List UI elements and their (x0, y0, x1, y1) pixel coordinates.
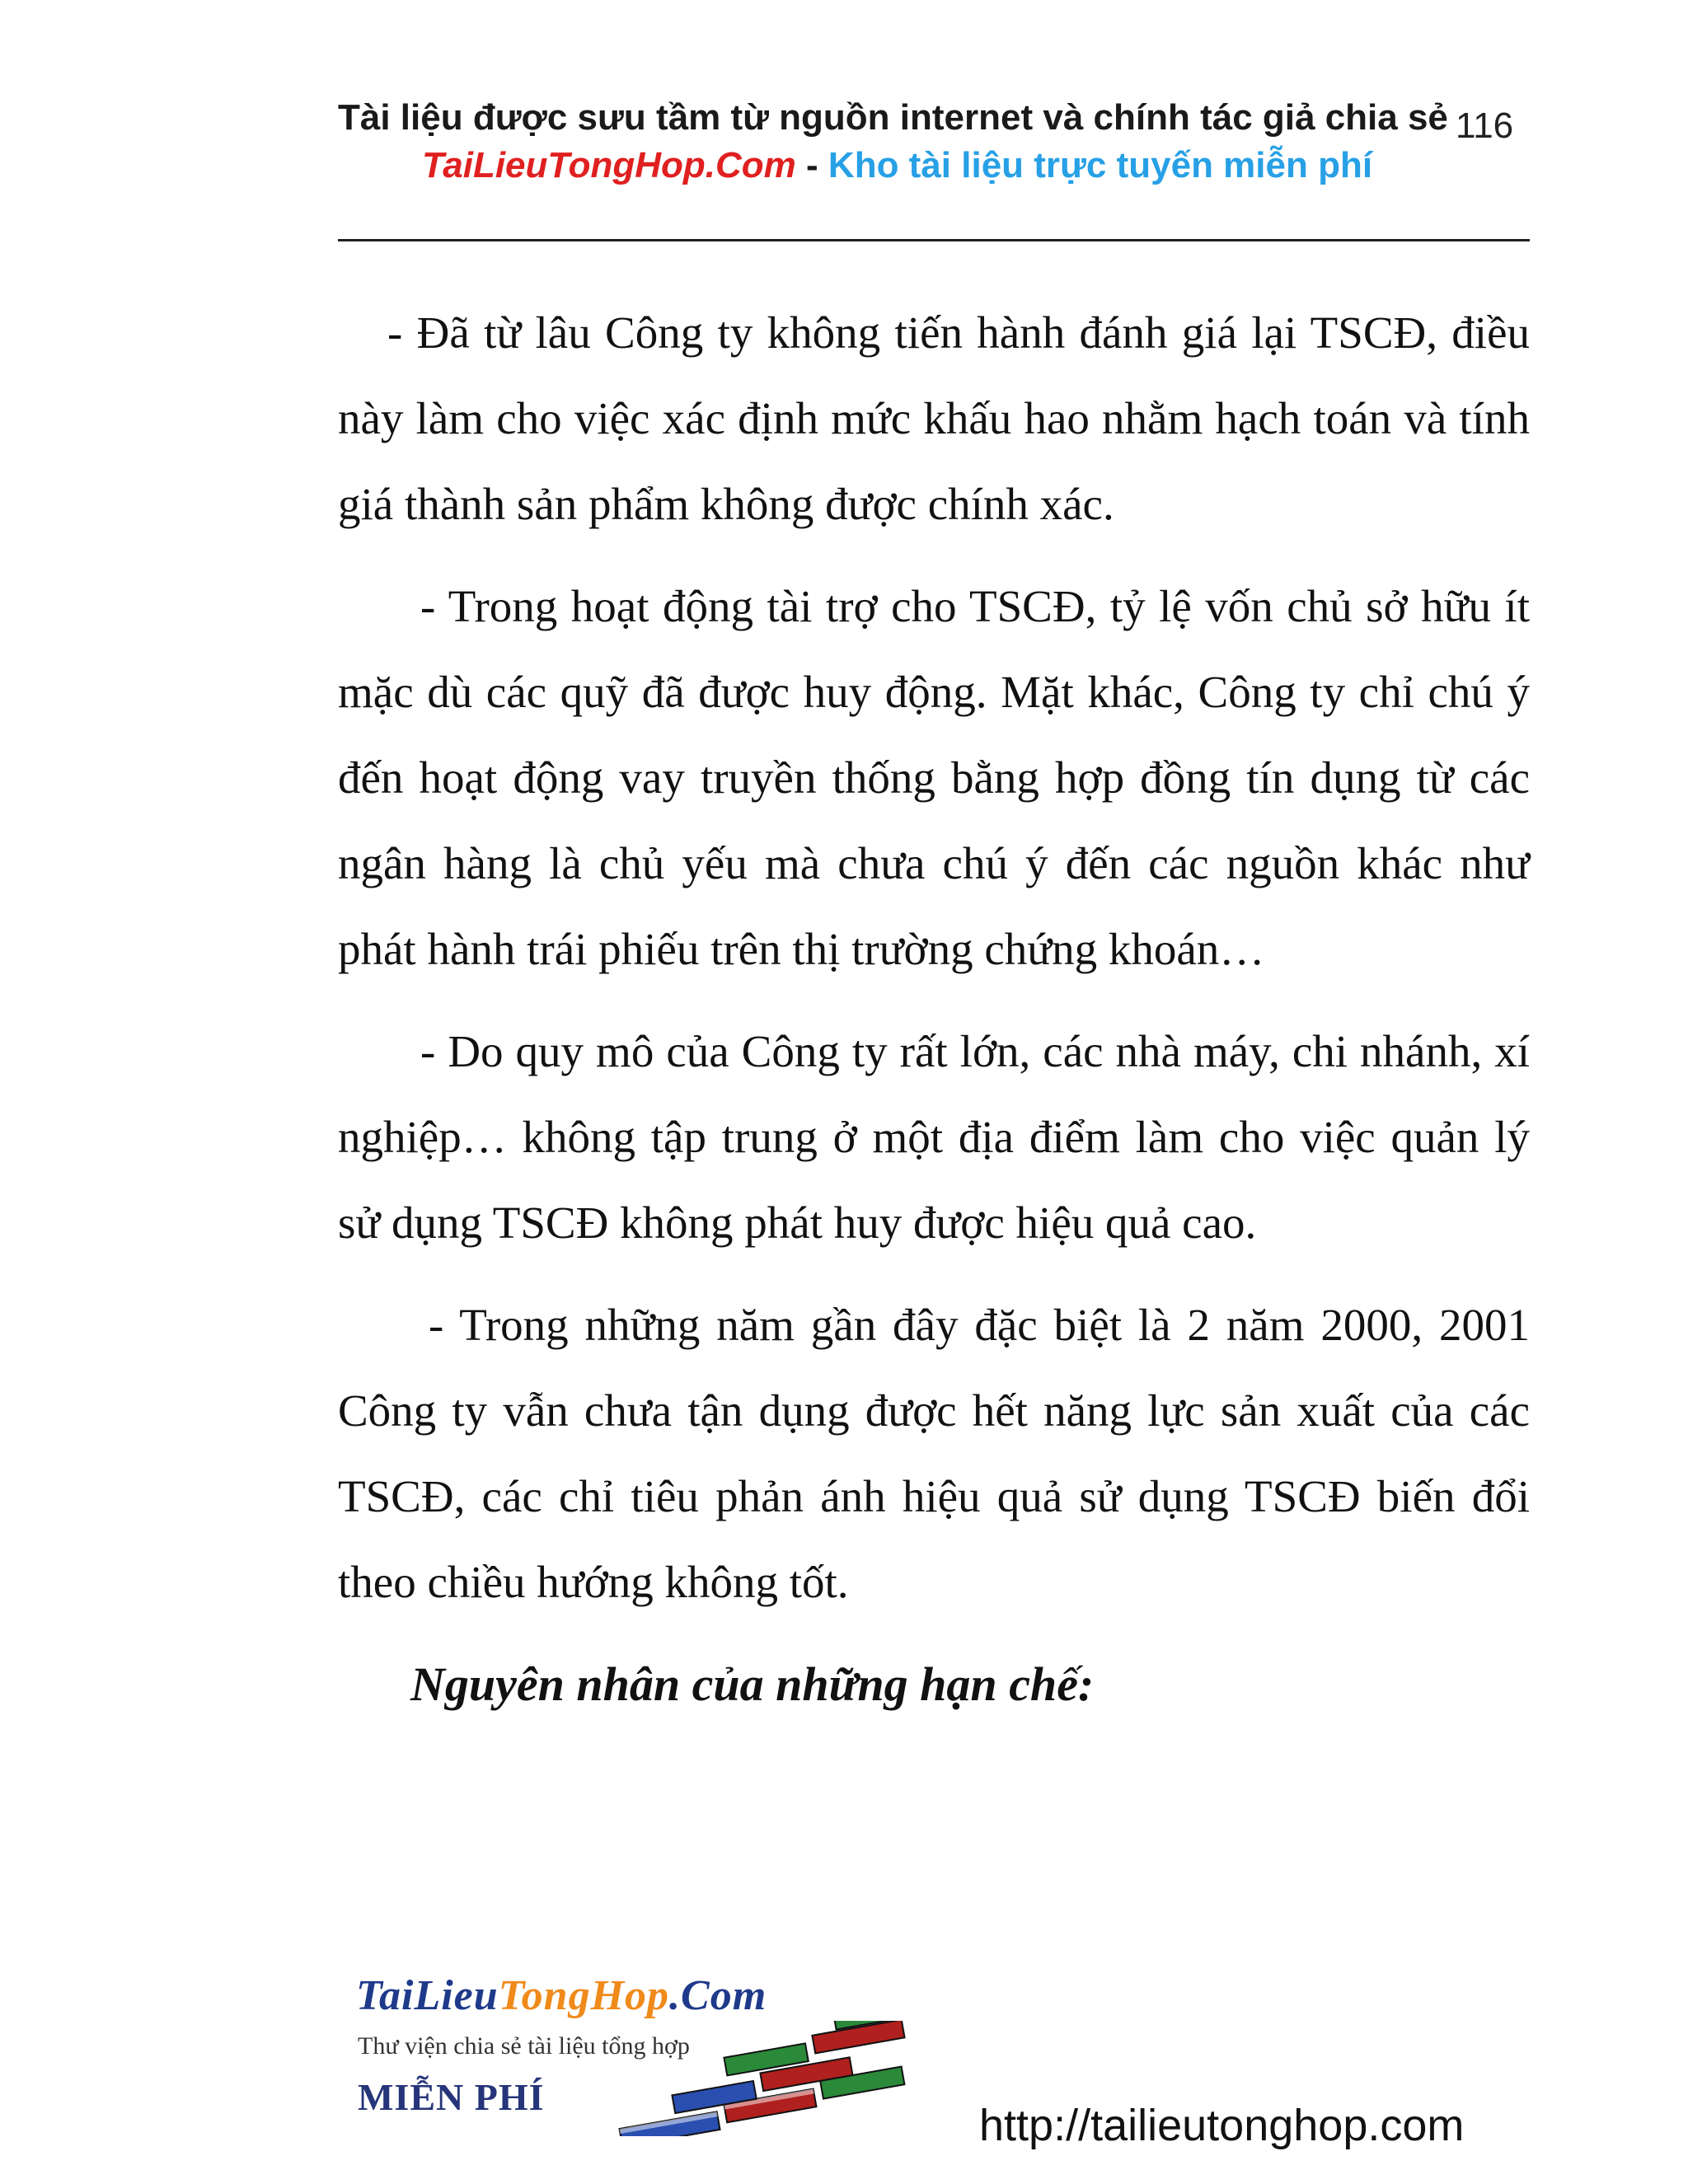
paragraph: - Đã từ lâu Công ty không tiến hành đánh giá lại TSCĐ, điều này làm cho việc xác định mức khấu hao nhằm hạch toán và tính giá thành sản phẩm không được chính xác. (338, 307, 1530, 529)
document-body (338, 290, 1530, 1727)
header-site-link[interactable]: TaiLieuTongHop.Com (422, 145, 796, 185)
site-logo[interactable] (349, 1971, 976, 2136)
header-source-note: Tài liệu được sưu tầm từ nguồn internet và chính tác giả chia sẻ (338, 97, 1448, 138)
logo-wordmark: TaiLieuTongHop.Com (356, 1972, 767, 2019)
header-site-line (422, 145, 1372, 186)
paragraph: - Trong những năm gần đây đặc biệt là 2 năm 2000, 2001 Công ty vẫn chưa tận dụng được hết năng lực sản xuất của các TSCĐ, các chỉ tiêu phản ánh hiệu quả sử dụng TSCĐ biến đổi theo chiều hướng không tốt. (338, 1300, 1530, 1607)
logo-free-label: MIỄN PHÍ (358, 2076, 545, 2118)
header-separator: - (806, 145, 818, 185)
footer-url[interactable]: http://tailieutonghop.com (979, 2101, 1465, 2150)
books-icon (597, 2021, 976, 2136)
page-number: 116 (1456, 105, 1514, 146)
logo-tagline: Thư viện chia sẻ tài liệu tổng hợp (358, 2032, 690, 2060)
paragraph: - Trong hoạt động tài trợ cho TSCĐ, tỷ lệ vốn chủ sở hữu ít mặc dù các quỹ đã được huy động. Mặt khác, Công ty chỉ chú ý đến hoạt động vay truyền thống bằng hợp đồng tín dụng từ các ngân hàng là chủ yếu mà chưa chú ý đến các nguồn khác như phát hành trái phiếu trên thị trường chứng khoán… (338, 581, 1530, 974)
paragraph: - Do quy mô của Công ty rất lớn, các nhà máy, chi nhánh, xí nghiệp… không tập trung ở một địa điểm làm cho việc quản lý sử dụng TSCĐ không phát huy được hiệu quả cao. (338, 1026, 1530, 1248)
header-divider (338, 239, 1530, 241)
header-tagline: Kho tài liệu trực tuyến miễn phí (828, 145, 1373, 185)
section-heading: Nguyên nhân của những hạn chế: (410, 1657, 1095, 1711)
